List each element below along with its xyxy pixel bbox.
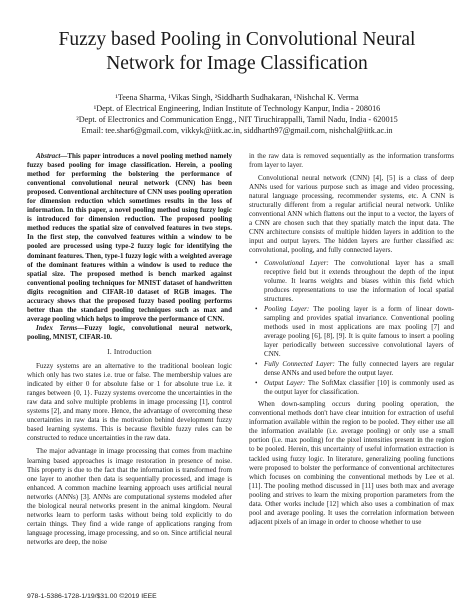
layer-term: Output Layer: — [264, 379, 306, 388]
index-terms — [27, 324, 232, 342]
paper-title: Fuzzy based Pooling in Convolutional Neural Network for Image Classification — [58, 29, 416, 74]
abstract — [27, 152, 232, 324]
layer-term: Convolutional Layer: — [264, 258, 329, 267]
layer-list — [249, 259, 454, 398]
abstract-text: —This paper introduces a novel pooling method namely fuzzy based pooling for image classification. Herein, a pooling method for performing the bolstering the performance of conventional convolutional neural network (CNN) has been proposed. Conventional architecture of CNN uses pooling operation for dimension reduction which sometimes results in the loss of information. In this paper, a novel pooling method using fuzzy logic is introduced for dimension reduction. The proposed pooling method reduces the spatial size of convolved features in two steps. In the first step, the convolved features within a window to be pooled are processed using type-2 fuzzy logic for identifying the dominant features. Then, type-1 fuzzy logic with a weighted average of the dominant features within a window is used to reduce the spatial size. The proposed method is bench marked against conventional pooling techniques for MNIST dataset of handwritten digits recognition and CIFAR-10 dataset of RGB images. The accuracy shows that the proposed fuzzy based pooling performs better than the standard pooling techniques such as max and average pooling which helps to improve the performance of CNN. — [27, 152, 232, 323]
cnn-paragraph: Convolutional neural network (CNN) [4], [5] is a class of deep ANNs used for various purpose such as image and video processing, natural language processing, recommender systems, etc. A CNN is structurally different from a regular artificial neural network. Unlike conventional ANN which flattens out the input to a vector, the layers of a CNN are chosen such that they spatially match the input data. The CNN architecture consists of multiple hidden layers in addition to the input and output layers. The hidden layers are further classified as: convolutional, pooling, and fully connected layers. — [249, 174, 454, 255]
affiliation-1: ¹Dept. of Electrical Engineering, Indian Institute of Technology Kanpur, India - 208016 — [93, 104, 381, 113]
section-heading-introduction: I. Introduction — [107, 347, 152, 356]
index-terms-text: —Fuzzy logic, convolutional neural network, pooling, MNIST, CIFAR-10. — [27, 323, 232, 341]
list-item: • Pooling Layer: The pooling layer is a form of linear down-sampling and provides spatial invariance. Conventional pooling methods used in most applications are max pooling [7] and average pooling [6], [8], [9]. It is quite famous to insert a pooling layer periodically between successive convolutional layers of CNN. — [258, 305, 454, 359]
copyright-footer: 978-1-5386-1728-1/19/$31.00 ©2019 IEEE — [27, 593, 157, 600]
author-emails: Email: tee.shar6@gmail.com, vikkyk@iitk.ac.in, siddharth97@gmail.com, nishchal@iitk.ac.in — [81, 126, 393, 135]
right-column — [249, 152, 454, 527]
list-item: • Convolutional Layer: The convolutional layer has a small receptive field but it extends throughout the depth of the input volume. It learns weights and biases within this field which produces representations to use the information of local spatial structures. — [258, 259, 454, 304]
layer-term: Fully Connected Layer: — [264, 360, 335, 369]
list-item: • Output Layer: The SoftMax classifier [10] is commonly used as the output layer for classification. — [258, 379, 454, 397]
intro-paragraph-2: The major advantage in image processing that comes from machine learning based approaches is image restoration in presence of noise. This property is due to the fact that the information is transformed from one layer to another then data is sequentially processed, and image is enhanced. A common machine learning approach uses artificial neural networks (ANNs) [3]. ANNs are computational systems modeled after the biological neural networks present in the animal kingdom. Neural networks learn to perform tasks without being told explicitly to do certain things. They find a wide range of applications ranging from language processing, image processing, and so on. Since artificial neural networks are deep, the noise — [27, 447, 232, 546]
abstract-label: Abstract — [36, 152, 61, 160]
list-item: • Fully Connected Layer: The fully connected layers are regular dense ANNs and used before the output layer. — [258, 360, 454, 378]
intro-continuation: in the raw data is removed sequentially as the information transforms from layer to layer. — [249, 152, 454, 170]
author-block — [20, 92, 454, 136]
layer-term: Pooling Layer: — [264, 304, 310, 313]
pooling-paragraph: When down-sampling occurs during pooling operation, the conventional methods don't have clear intuition for extraction of useful information available within the region to be pooled. They either use all the information available (i.e. average pooling) or only use a small portion (i.e. max pooling) for the pixel intensities present in the region to be pooled. Herein, this uncertainty of useful information extraction is tackled using fuzzy logic. In literature, generalizing pooling functions were proposed to bolster the performance of conventional architectures which focuses on combining the conventional methods by Lee et al. [11]. The pooling method discussed in [11] uses both max and average pooling and strives to learn the mixing proportion parameters from the data. Other works include [12] which also uses a combination of max pool and average pooling. It uses the correlation information between adjacent pixels of an image in order to choose whether to use — [249, 400, 454, 526]
index-terms-label: Index Terms — [36, 323, 78, 332]
left-column — [27, 152, 232, 547]
intro-paragraph-1: Fuzzy systems are an alternative to the traditional boolean logic which only has two states i.e. true or false. The membership values are indicated by either 0 for absolute false or 1 for absolute true i.e. it ranges between {0, 1}. Fuzzy systems overcome the uncertainties in the raw data and solve multiple problems in image processing [1], control systems [2], and many more. Hence, the advantage of overcoming these uncertainties in raw data is the motivation behind development fuzzy based learning systems. This is because flexible fuzzy rules can be constructed to reduce uncertainties in the raw data. — [27, 362, 232, 443]
affiliation-2: ²Dept. of Electronics and Communication Engg., NIT Tiruchirappalli, Tamil Nadu, India - 620015 — [76, 115, 398, 124]
author-names: ¹Teena Sharma, ¹Vikas Singh, ²Siddharth Sudhakaran, ¹Nishchal K. Verma — [115, 93, 359, 102]
